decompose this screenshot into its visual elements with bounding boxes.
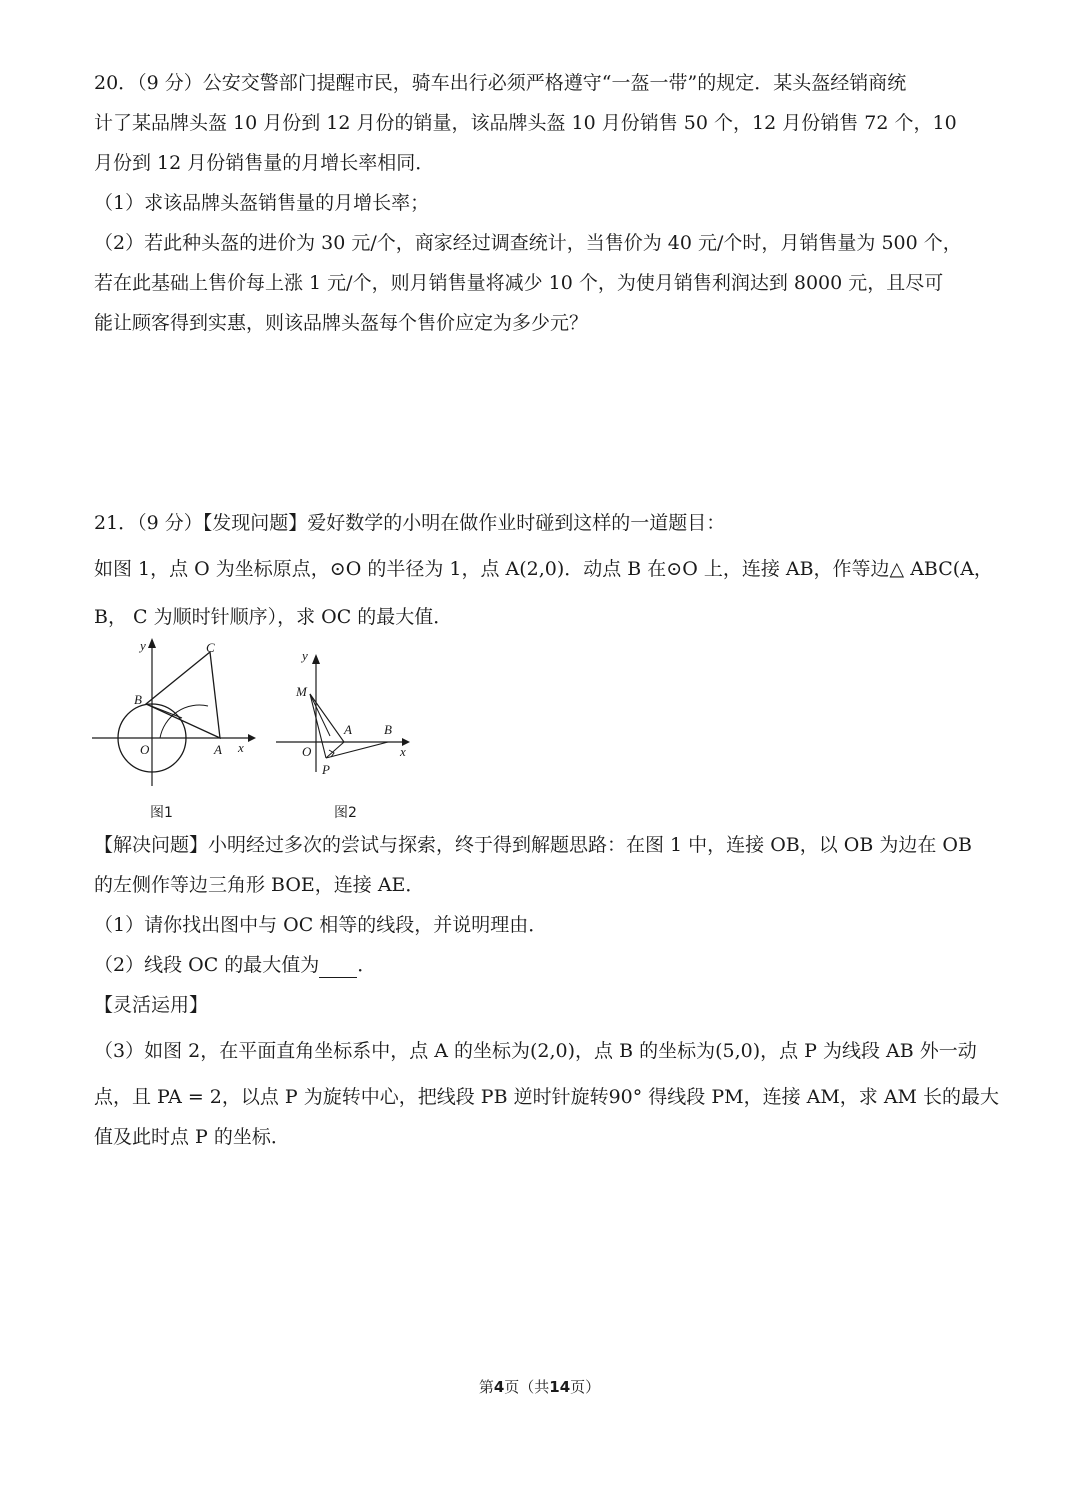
- footer-total-pages: 14: [549, 1378, 571, 1396]
- q21-line-3: B， C 为顺时针顺序），求 OC 的最大值．: [94, 606, 453, 628]
- q21-solve-line-1: 【解决问题】小明经过多次的尝试与探索，终于得到解题思路：在图 1 中，连接 OB，以 OB 为边在 OB: [94, 834, 972, 856]
- footer-prefix: 第: [478, 1378, 494, 1396]
- fig1-label-O: O: [140, 742, 150, 757]
- fig2-label-O: O: [302, 744, 312, 759]
- q20-part-1: （1）求该品牌头盔销售量的月增长率；: [94, 192, 430, 214]
- fig1-label-A: A: [214, 742, 222, 757]
- fig2-label-P: P: [322, 762, 330, 777]
- q20-part-2-line-3: 能让顾客得到实惠，则该品牌头盔每个售价应定为多少元？: [94, 312, 589, 334]
- q20-line-2: 计了某品牌头盔 10 月份到 12 月份的销量，该品牌头盔 10 月份销售 50 个，12 月份销售 72 个，10: [94, 112, 957, 134]
- q21-line-1: 21．（9 分）【发现问题】爱好数学的小明在做作业时碰到这样的一道题目：: [94, 512, 726, 534]
- q21-part-2-end: ．: [357, 954, 377, 976]
- fig2-label-y: y: [302, 650, 308, 663]
- q21-apply-title: 【灵活运用】: [94, 994, 209, 1016]
- footer-middle: 页（共: [504, 1378, 550, 1396]
- figure-1-diagram: [90, 636, 260, 796]
- q21-part-3-line-1: （3）如图 2，在平面直角坐标系中，点 A 的坐标为(2,0)，点 B 的坐标为(5,0)，点 P 为线段 AB 外一动: [94, 1040, 977, 1062]
- figure-2-diagram: [274, 650, 424, 780]
- fig2-label-x: x: [400, 744, 406, 759]
- q21-part-2: [94, 952, 994, 978]
- fig2-label-M: M: [296, 684, 307, 699]
- q21-solve-line-2: 的左侧作等边三角形 BOE，连接 AE．: [94, 874, 425, 896]
- fig1-label-x: x: [238, 740, 244, 755]
- page-footer: [0, 1376, 1079, 1397]
- q21-line-2: 如图 1，点 O 为坐标原点，⊙O 的半径为 1，点 A(2,0)．动点 B 在⊙O 上，连接 AB，作等边△ ABC(A，: [94, 558, 993, 580]
- q20-line-1: 20．（9 分）公安交警部门提醒市民，骑车出行必须严格遵守“一盔一带”的规定．某头盔经销商统: [94, 72, 907, 94]
- fig1-label-y: y: [140, 638, 146, 653]
- fig1-label-B: B: [134, 692, 142, 707]
- figure-1-caption: 图1: [150, 805, 173, 821]
- q20-part-2-line-1: （2）若此种头盔的进价为 30 元/个，商家经过调查统计，当售价为 40 元/个时，月销售量为 500 个，: [94, 232, 962, 254]
- fig1-label-C: C: [206, 640, 215, 655]
- q20-line-3: 月份到 12 月份销售量的月增长率相同．: [94, 152, 435, 174]
- q20-part-2-line-2: 若在此基础上售价每上涨 1 元/个，则月销售量将减少 10 个，为使月销售利润达到 8000 元，且尽可: [94, 272, 944, 294]
- footer-suffix: 页）: [570, 1378, 601, 1396]
- q21-part-3-line-2: 点，且 PA = 2，以点 P 为旋转中心，把线段 PB 逆时针旋转90° 得线段 PM，连接 AM，求 AM 长的最大: [94, 1086, 1000, 1108]
- fig2-label-A: A: [344, 722, 352, 737]
- answer-blank[interactable]: [319, 959, 357, 978]
- q21-part-2-text: （2）线段 OC 的最大值为: [94, 954, 320, 976]
- figure-2-caption: 图2: [334, 805, 357, 821]
- fig2-label-B: B: [384, 722, 392, 737]
- q21-part-1: （1）请你找出图中与 OC 相等的线段，并说明理由．: [94, 914, 548, 936]
- q21-part-3-line-3: 值及此时点 P 的坐标．: [94, 1126, 290, 1148]
- footer-page-number: 4: [493, 1378, 505, 1396]
